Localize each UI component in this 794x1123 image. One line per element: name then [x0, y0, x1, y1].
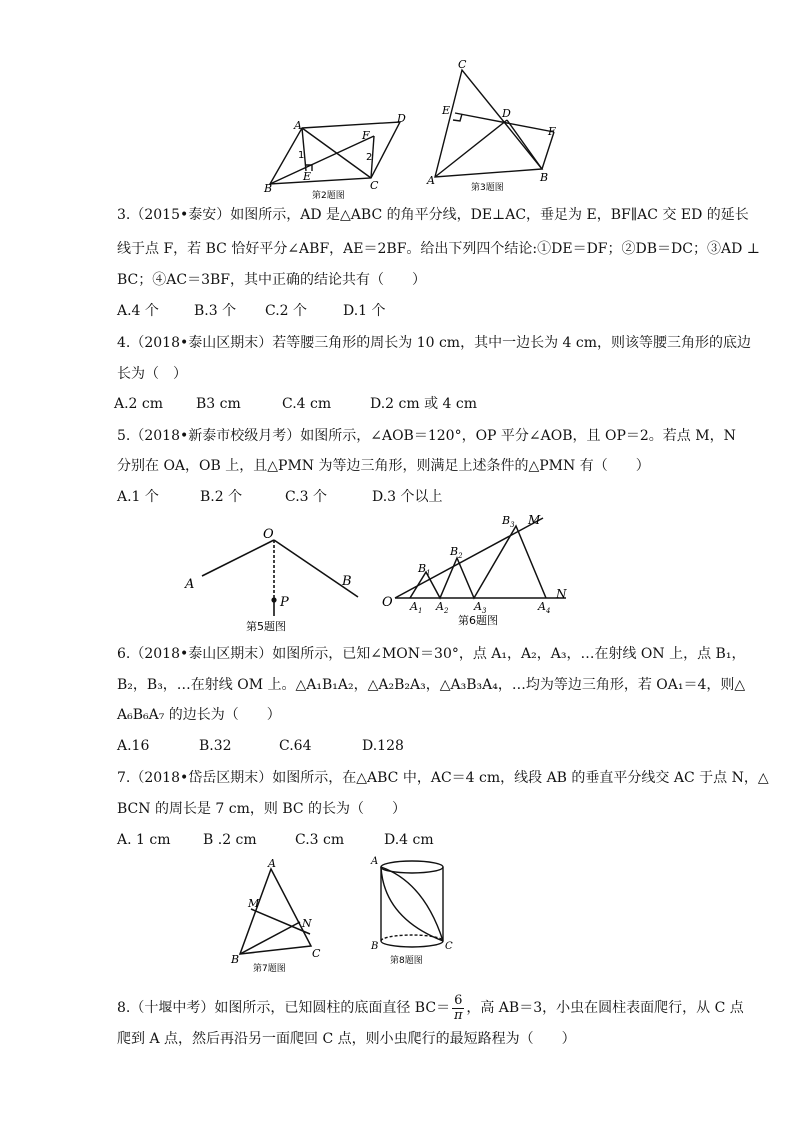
q6-line3: A₆B₆A₇ 的边长为（ ）	[117, 707, 281, 723]
fig6-label-A2: $A_2$	[436, 600, 449, 615]
fig3-label-D: D	[502, 107, 511, 120]
fig5-label-A: A	[185, 577, 195, 592]
fig5-label-B: B	[342, 574, 352, 589]
q5-line1: 5.（2018•新泰市校级月考）如图所示，∠AOB＝120°，OP 平分∠AOB，且 OP＝2。若点 M，N	[117, 428, 736, 444]
q7-option-b[interactable]: B .2 cm	[203, 832, 257, 848]
q6-line2: B₂，B₃，…在射线 OM 上。△A₁B₁A₂，△A₂B₂A₃，△A₃B₃A₄，…均为等边三角形，若 OA₁＝4，则△	[117, 677, 746, 693]
q7-options	[117, 830, 517, 850]
fig8-caption: 第8题图	[390, 956, 423, 966]
q5-option-a[interactable]: A.1 个	[117, 489, 159, 505]
fig3-label-A: A	[427, 174, 435, 187]
q4-option-d[interactable]: D.2 cm 或 4 cm	[370, 396, 478, 412]
fig6-label-B2: $B_2$	[450, 545, 463, 560]
q8-line2: 爬到 A 点，然后再沿另一面爬回 C 点，则小虫爬行的最短路程为（ ）	[117, 1031, 576, 1047]
fig6-label-B3: $B_3$	[502, 514, 515, 529]
fig2-label-D: D	[397, 112, 406, 125]
figure-6	[378, 512, 578, 632]
q5-option-c[interactable]: C.3 个	[285, 489, 328, 505]
fig2-label-F: F	[362, 129, 370, 142]
q7-line1: 7.（2018•岱岳区期末）如图所示，在△ABC 中，AC＝4 cm，线段 AB 的垂直平分线交 AC 于点 N，△	[117, 770, 769, 786]
fig6-caption: 第6题图	[458, 614, 498, 627]
q3-option-c[interactable]: C.2 个	[265, 303, 308, 319]
q3-line2: 线于点 F，若 BC 恰好平分∠ABF，AE＝2BF。给出下列四个结论:①DE＝DF；②DB＝DC；③AD ⊥	[117, 241, 760, 257]
fig2-label-B: B	[264, 182, 273, 195]
q8-frac-denominator: π	[453, 1007, 463, 1023]
q4-option-b[interactable]: B3 cm	[196, 396, 241, 412]
fig2-caption: 第2题图	[312, 191, 345, 201]
figure-8	[368, 852, 458, 970]
fig2-label-2: 2	[366, 152, 373, 163]
figure-3	[424, 56, 564, 200]
fig7-label-A: A	[268, 857, 276, 870]
q6-option-c[interactable]: C.64	[279, 738, 312, 754]
q7-option-c[interactable]: C.3 cm	[295, 832, 345, 848]
figure-7	[228, 857, 338, 977]
fig3-label-C: C	[458, 58, 467, 71]
q4-option-c[interactable]: C.4 cm	[282, 396, 332, 412]
q3-options	[117, 301, 517, 321]
q6-option-b[interactable]: B.32	[199, 738, 232, 754]
q3-line1: 3.（2015•泰安）如图所示，AD 是△ABC 的角平分线，DE⊥AC，垂足为 E，BF∥AC 交 ED 的延长	[117, 207, 749, 223]
fig6-label-O: O	[382, 595, 393, 610]
fig8-label-C: C	[445, 941, 453, 952]
fig3-label-B: B	[540, 171, 549, 184]
q7-option-d[interactable]: D.4 cm	[384, 832, 434, 848]
q5-option-b[interactable]: B.2 个	[200, 489, 243, 505]
fig5-label-P: P	[280, 595, 289, 610]
fig6-label-M: M	[528, 513, 541, 527]
figure-2	[262, 108, 412, 200]
q4-line1: 4.（2018•泰山区期末）若等腰三角形的周长为 10 cm，其中一边长为 4 cm，则该等腰三角形的底边	[117, 335, 751, 351]
fig6-label-A3: $A_3$	[474, 600, 487, 615]
fig8-label-B: B	[371, 941, 379, 952]
fig6-label-B1: $B_1$	[418, 562, 431, 577]
q6-option-d[interactable]: D.128	[362, 738, 404, 754]
q8-line1-post: ，高 AB＝3，小虫在圆柱表面爬行，从 C 点	[466, 1000, 744, 1016]
q5-option-d[interactable]: D.3 个以上	[372, 489, 443, 505]
q6-option-a[interactable]: A.16	[117, 738, 150, 754]
q8-fraction	[452, 994, 464, 1023]
q5-options	[117, 487, 517, 507]
q8-frac-numerator: 6	[454, 992, 463, 1008]
q4-line2: 长为（ ）	[117, 366, 187, 382]
q6-options	[117, 736, 517, 756]
q3-line3: BC；④AC＝3BF，其中正确的结论共有（ ）	[117, 272, 426, 288]
q8-line1-pre: 8.（十堰中考）如图所示，已知圆柱的底面直径 BC＝	[117, 1000, 451, 1016]
fig6-label-A4: $A_4$	[538, 600, 551, 615]
fig7-caption: 第7题图	[253, 964, 286, 974]
q3-option-d[interactable]: D.1 个	[343, 303, 386, 319]
fig5-caption: 第5题图	[246, 620, 286, 633]
fig2-label-1: 1	[298, 150, 305, 161]
fig2-label-E: E	[303, 170, 312, 183]
figure-5	[183, 522, 373, 634]
fig2-label-C: C	[370, 179, 379, 192]
fig7-label-B: B	[231, 953, 240, 966]
q5-line2: 分别在 OA，OB 上，且△PMN 为等边三角形，则满足上述条件的△PMN 有（ ）	[117, 458, 650, 474]
q3-option-a[interactable]: A.4 个	[117, 303, 159, 319]
fig7-label-C: C	[312, 947, 321, 960]
q6-line1: 6.（2018•泰山区期末）如图所示，已知∠MON＝30°，点 A₁，A₂，A₃，…在射线 ON 上，点 B₁，	[117, 646, 746, 662]
q7-option-a[interactable]: A. 1 cm	[117, 832, 171, 848]
q4-option-a[interactable]: A.2 cm	[114, 396, 164, 412]
fig3-label-F: F	[548, 125, 556, 138]
fig7-label-M: M	[248, 897, 260, 910]
fig2-label-A: A	[294, 119, 302, 132]
fig8-label-A: A	[371, 856, 379, 867]
fig3-label-E: E	[442, 104, 451, 117]
q3-option-b[interactable]: B.3 个	[194, 303, 237, 319]
q7-line2: BCN 的周长是 7 cm，则 BC 的长为（ ）	[117, 801, 407, 817]
fig3-caption: 第3题图	[471, 183, 504, 193]
fig5-label-O: O	[263, 527, 274, 542]
q8-line1	[117, 990, 744, 1026]
q4-options	[114, 394, 514, 414]
fig7-label-N: N	[302, 917, 312, 930]
fig6-label-A1: $A_1$	[410, 600, 423, 615]
fig6-label-N: N	[556, 587, 567, 601]
